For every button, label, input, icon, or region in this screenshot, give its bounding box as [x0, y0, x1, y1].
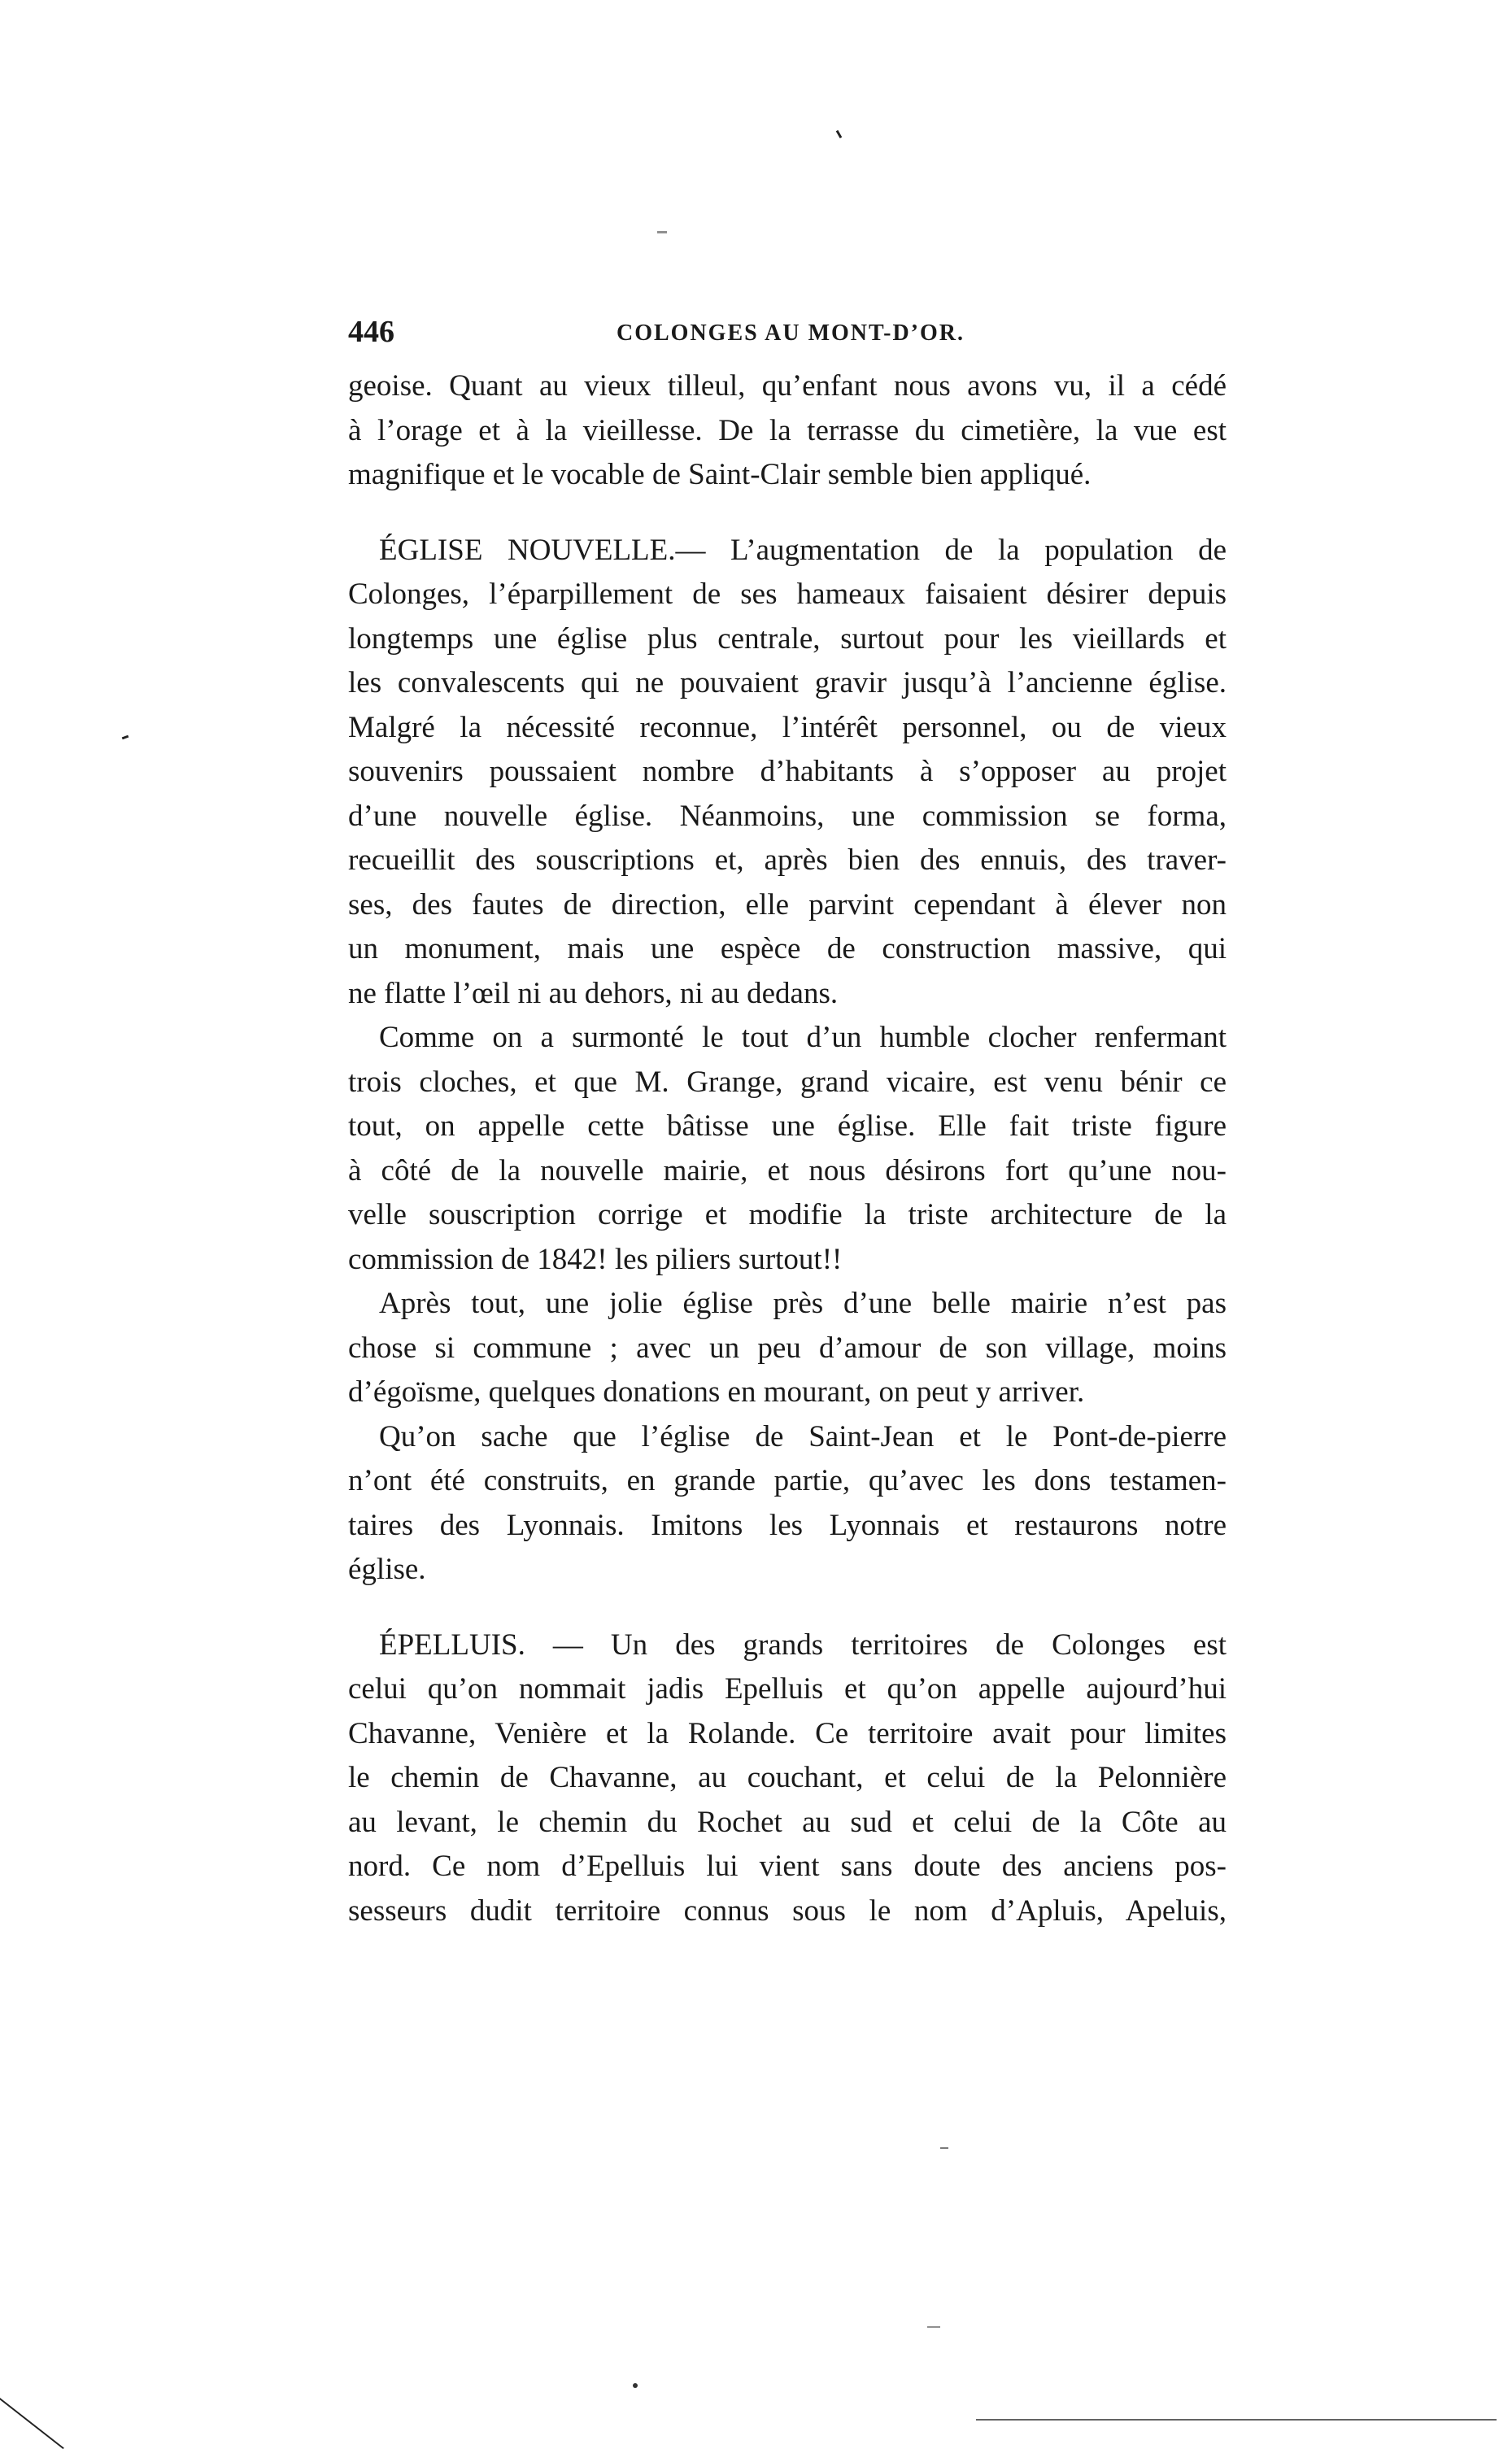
text-line: geoise. Quant au vieux tilleul, qu’enfant nous avons vu, il a cédé [348, 369, 1227, 403]
scan-speck [122, 735, 129, 740]
text-line: à l’orage et à la vieillesse. De la terrasse du cimetière, la vue est [348, 413, 1227, 447]
text-line: souvenirs poussaient nombre d’habitants à s’opposer au projet [348, 755, 1227, 788]
page-header [348, 314, 1227, 360]
text-line: longtemps une église plus centrale, surtout pour les vieillards et [348, 621, 1227, 656]
scan-edge-line [0, 2398, 64, 2449]
text-line: ses, des fautes de direction, elle parvint cependant à élever non [348, 887, 1227, 922]
text-line: ÉPELLUIS. — Un des grands territoires de Colonges est [379, 1628, 1227, 1662]
text-line: taires des Lyonnais. Imitons les Lyonnais et restaurons notre [348, 1508, 1227, 1542]
paragraph [348, 364, 1227, 498]
running-head: COLONGES AU MONT-D’OR. [617, 320, 965, 346]
text-line: trois cloches, et que M. Grange, grand vicaire, est venu bénir ce [348, 1065, 1227, 1099]
scan-speck [657, 231, 667, 233]
text-line: recueillit des souscriptions et, après bien des ennuis, des traver- [348, 843, 1227, 877]
scan-speck [940, 2147, 948, 2149]
page-number: 446 [348, 315, 394, 349]
text-line: commission de 1842! les piliers surtout!! [348, 1242, 843, 1276]
text-line: à côté de la nouvelle mairie, et nous désirons fort qu’une nou- [348, 1153, 1227, 1187]
paragraph [348, 1623, 1227, 1934]
text-line: les convalescents qui ne pouvaient gravir jusqu’à l’ancienne église. [348, 666, 1227, 699]
text-line: ÉGLISE NOUVELLE.— L’augmentation de la population de [379, 533, 1227, 567]
paragraph [348, 1016, 1227, 1282]
paragraph [348, 1415, 1227, 1593]
scan-speck [836, 130, 843, 138]
text-line: Après tout, une jolie église près d’une belle mairie n’est pas [379, 1287, 1227, 1320]
text-line: nord. Ce nom d’Epelluis lui vient sans doute des anciens pos- [348, 1850, 1227, 1883]
paragraph [348, 1282, 1227, 1415]
text-line: celui qu’on nommait jadis Epelluis et qu’on appelle aujourd’hui [348, 1672, 1227, 1706]
text-line: Chavanne, Venière et la Rolande. Ce territoire avait pour limites [348, 1716, 1227, 1750]
text-line: Qu’on sache que l’église de Saint-Jean et le Pont-de-pierre [379, 1419, 1227, 1453]
text-line: le chemin de Chavanne, au couchant, et celui de la Pelonnière [348, 1761, 1227, 1794]
text-line: sesseurs dudit territoire connus sous le nom d’Apluis, Apeluis, [348, 1893, 1227, 1928]
scan-speck [927, 2326, 940, 2328]
scan-speck [633, 2383, 638, 2388]
text-line: Colonges, l’éparpillement de ses hameaux faisaient désirer depuis [348, 577, 1227, 611]
text-line: d’égoïsme, quelques donations en mourant, on peut y arriver. [348, 1375, 1085, 1409]
text-line: Malgré la nécessité reconnue, l’intérêt personnel, ou de vieux [348, 710, 1227, 744]
text-line: velle souscription corrige et modifie la triste architecture de la [348, 1198, 1227, 1231]
text-line: chose si commune ; avec un peu d’amour de son village, moins [348, 1331, 1227, 1365]
text-line: ne flatte l’œil ni au dehors, ni au dedans. [348, 976, 839, 1010]
text-line: un monument, mais une espèce de construction massive, qui [348, 932, 1227, 965]
text-line: n’ont été construits, en grande partie, qu’avec les dons testamen- [348, 1464, 1227, 1497]
text-line: tout, on appelle cette bâtisse une église. Elle fait triste figure [348, 1109, 1227, 1143]
text-line: Comme on a surmonté le tout d’un humble clocher renfermant [379, 1021, 1227, 1054]
text-line: magnifique et le vocable de Saint-Clair semble bien appliqué. [348, 458, 1092, 491]
body-text [348, 364, 1227, 1933]
scan-edge-line [976, 2419, 1497, 2421]
text-line: église. [348, 1553, 426, 1586]
text-line: au levant, le chemin du Rochet au sud et celui de la Côte au [348, 1805, 1227, 1839]
paragraph [348, 529, 1227, 1017]
text-line: d’une nouvelle église. Néanmoins, une commission se forma, [348, 799, 1227, 833]
